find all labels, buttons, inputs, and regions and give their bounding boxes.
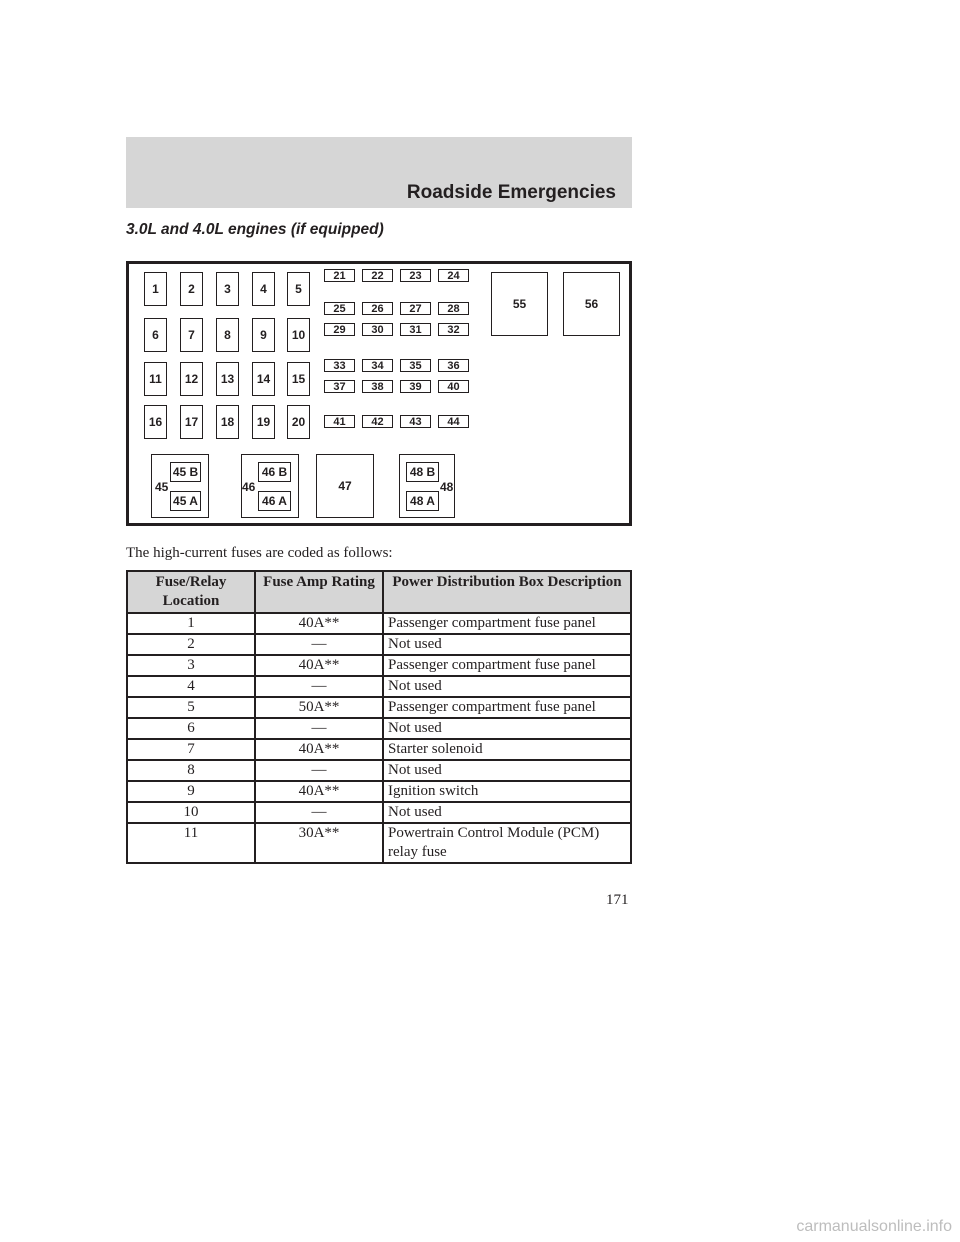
fuse-7: 7 <box>180 318 203 352</box>
fuse-2: 2 <box>180 272 203 306</box>
cell-description: Not used <box>383 676 631 697</box>
cell-location: 8 <box>127 760 255 781</box>
cell-location: 2 <box>127 634 255 655</box>
fuse-5: 5 <box>287 272 310 306</box>
relay-47: 47 <box>316 454 374 518</box>
fuse-20: 20 <box>287 405 310 439</box>
cell-description: Passenger compartment fuse panel <box>383 697 631 718</box>
fuse-box-diagram <box>126 261 632 526</box>
header-description: Power Distribution Box Description <box>383 571 631 613</box>
cell-amp-rating: — <box>255 634 383 655</box>
table-row <box>127 697 631 718</box>
cell-location: 7 <box>127 739 255 760</box>
header-location: Fuse/Relay Location <box>127 571 255 613</box>
fuse-27: 27 <box>400 302 431 315</box>
fuse-32: 32 <box>438 323 469 336</box>
fuse-40: 40 <box>438 380 469 393</box>
table-row <box>127 739 631 760</box>
section-title: Roadside Emergencies <box>406 182 616 203</box>
cell-amp-rating: 40A** <box>255 655 383 676</box>
fuse-23: 23 <box>400 269 431 282</box>
relay-56: 56 <box>563 272 620 336</box>
cell-amp-rating: — <box>255 760 383 781</box>
fuse-9: 9 <box>252 318 275 352</box>
fuse-19: 19 <box>252 405 275 439</box>
cell-location: 9 <box>127 781 255 802</box>
page-number: 171 <box>606 892 629 908</box>
fuse-table <box>126 570 632 864</box>
fuse-28: 28 <box>438 302 469 315</box>
cell-location: 4 <box>127 676 255 697</box>
fuse-43: 43 <box>400 415 431 428</box>
cell-amp-rating: 50A** <box>255 697 383 718</box>
table-row <box>127 760 631 781</box>
cell-description: Passenger compartment fuse panel <box>383 655 631 676</box>
fuse-15: 15 <box>287 362 310 396</box>
fuse-6: 6 <box>144 318 167 352</box>
fuse-29: 29 <box>324 323 355 336</box>
fuse-4: 4 <box>252 272 275 306</box>
table-row <box>127 655 631 676</box>
watermark: carmanualsonline.info <box>796 1218 952 1235</box>
fuse-26: 26 <box>362 302 393 315</box>
fuse-16: 16 <box>144 405 167 439</box>
table-row <box>127 802 631 823</box>
cell-description: Not used <box>383 634 631 655</box>
table-row <box>127 613 631 634</box>
cell-description: Ignition switch <box>383 781 631 802</box>
cell-description: Not used <box>383 760 631 781</box>
fuse-22: 22 <box>362 269 393 282</box>
fuse-17: 17 <box>180 405 203 439</box>
cell-description: Powertrain Control Module (PCM) relay fuse <box>383 823 631 863</box>
fuse-42: 42 <box>362 415 393 428</box>
fuse-30: 30 <box>362 323 393 336</box>
fuse-35: 35 <box>400 359 431 372</box>
fuse-group-46-label: 46 <box>242 480 256 494</box>
fuse-34: 34 <box>362 359 393 372</box>
cell-amp-rating: 40A** <box>255 781 383 802</box>
cell-description: Not used <box>383 802 631 823</box>
cell-amp-rating: 40A** <box>255 613 383 634</box>
fuse-46a: 46 A <box>258 491 291 511</box>
table-header-row <box>127 571 631 613</box>
fuse-45a: 45 A <box>170 491 201 511</box>
fuse-31: 31 <box>400 323 431 336</box>
cell-location: 5 <box>127 697 255 718</box>
fuse-group-45-label: 45 <box>155 480 169 494</box>
cell-description: Starter solenoid <box>383 739 631 760</box>
fuse-45b: 45 B <box>170 462 201 482</box>
fuse-10: 10 <box>287 318 310 352</box>
intro-text: The high-current fuses are coded as follows: <box>126 545 393 561</box>
table-row <box>127 634 631 655</box>
fuse-38: 38 <box>362 380 393 393</box>
fuse-37: 37 <box>324 380 355 393</box>
fuse-33: 33 <box>324 359 355 372</box>
fuse-group-48-label: 48 <box>440 480 454 494</box>
fuse-46b: 46 B <box>258 462 291 482</box>
section-header <box>126 137 632 208</box>
cell-amp-rating: — <box>255 676 383 697</box>
subheading: 3.0L and 4.0L engines (if equipped) <box>126 221 384 238</box>
fuse-24: 24 <box>438 269 469 282</box>
fuse-18: 18 <box>216 405 239 439</box>
cell-amp-rating: 40A** <box>255 739 383 760</box>
fuse-13: 13 <box>216 362 239 396</box>
fuse-3: 3 <box>216 272 239 306</box>
fuse-8: 8 <box>216 318 239 352</box>
fuse-21: 21 <box>324 269 355 282</box>
fuse-11: 11 <box>144 362 167 396</box>
fuse-48b: 48 B <box>406 462 439 482</box>
table-row <box>127 781 631 802</box>
fuse-25: 25 <box>324 302 355 315</box>
fuse-48a: 48 A <box>406 491 439 511</box>
cell-location: 11 <box>127 823 255 863</box>
cell-location: 3 <box>127 655 255 676</box>
header-amp-rating: Fuse Amp Rating <box>255 571 383 613</box>
fuse-1: 1 <box>144 272 167 306</box>
fuse-44: 44 <box>438 415 469 428</box>
fuse-41: 41 <box>324 415 355 428</box>
cell-amp-rating: — <box>255 718 383 739</box>
cell-description: Not used <box>383 718 631 739</box>
relay-55: 55 <box>491 272 548 336</box>
cell-amp-rating: 30A** <box>255 823 383 863</box>
table-row <box>127 823 631 863</box>
cell-description: Passenger compartment fuse panel <box>383 613 631 634</box>
cell-location: 1 <box>127 613 255 634</box>
cell-location: 6 <box>127 718 255 739</box>
cell-location: 10 <box>127 802 255 823</box>
table-row <box>127 718 631 739</box>
fuse-36: 36 <box>438 359 469 372</box>
fuse-14: 14 <box>252 362 275 396</box>
cell-amp-rating: — <box>255 802 383 823</box>
fuse-12: 12 <box>180 362 203 396</box>
fuse-39: 39 <box>400 380 431 393</box>
table-row <box>127 676 631 697</box>
